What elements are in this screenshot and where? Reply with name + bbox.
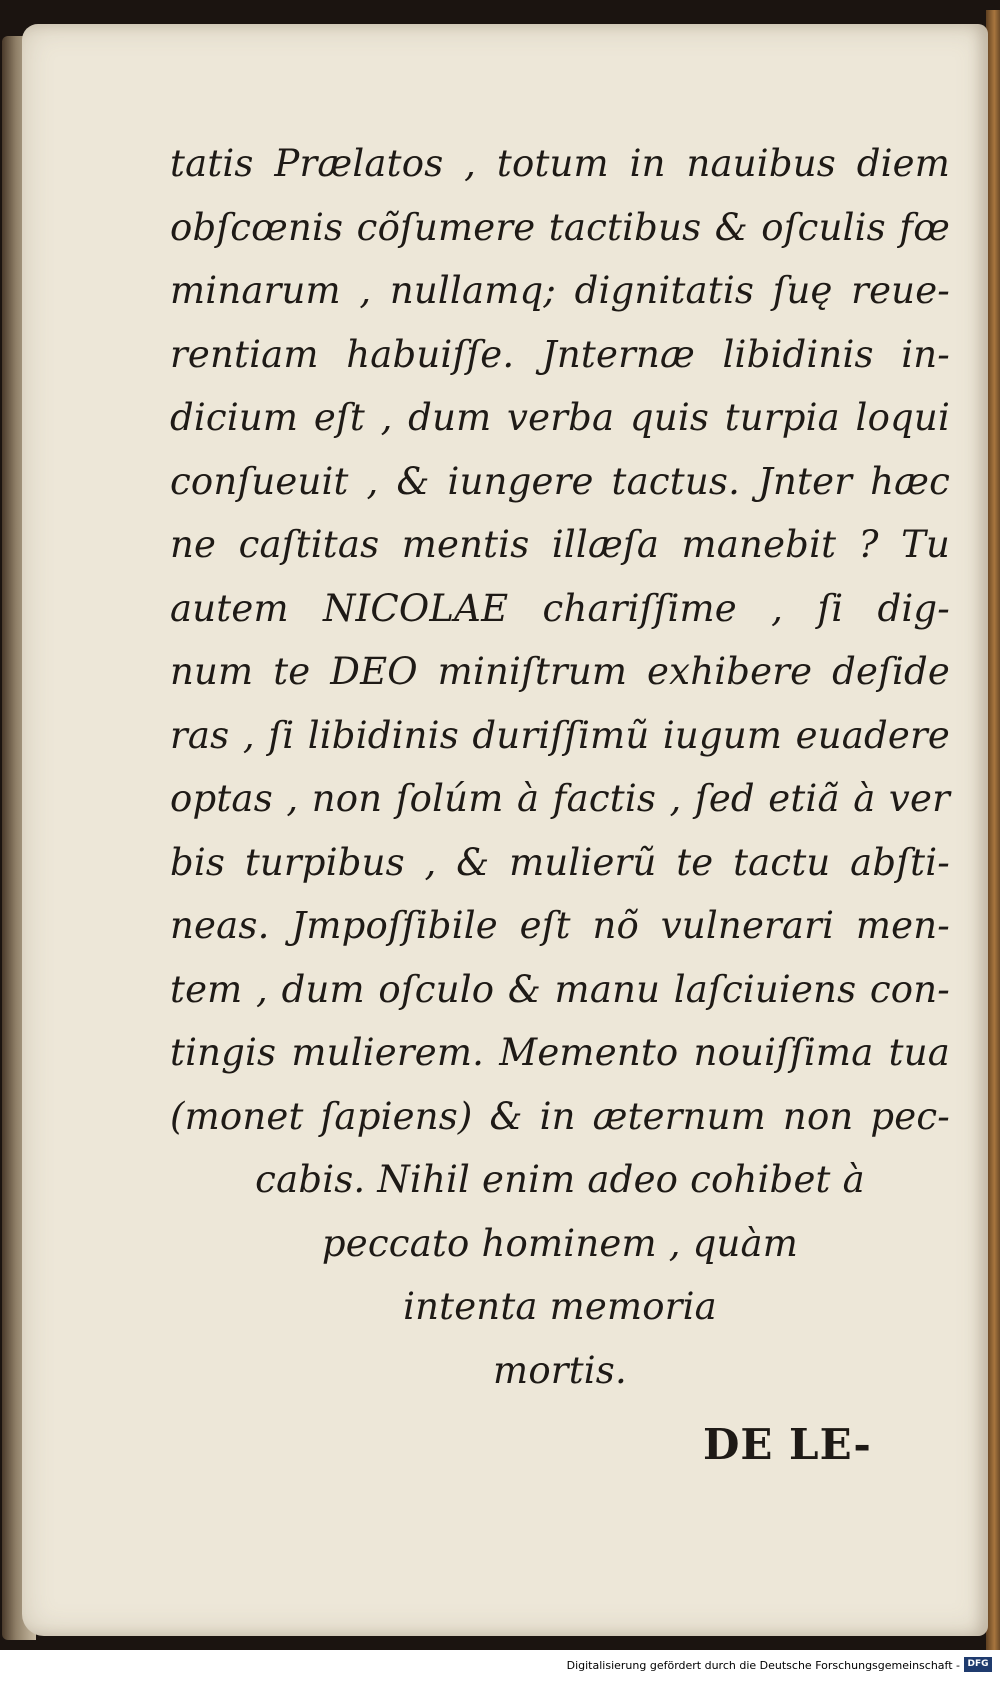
book-edge-right <box>986 10 1000 1650</box>
text-line: (monet ſapiens) & in æternum non pec- <box>170 1094 950 1138</box>
text-line: rentiam habuiſſe. Jnternæ libidinis in- <box>170 332 950 376</box>
text-line: autem NICOLAE chariſſime , ſi dig- <box>170 586 950 630</box>
text-line: ne caſtitas mentis illæſa manebit ? Tu <box>170 523 950 566</box>
catchword: DE LE- <box>703 1420 872 1469</box>
text-line: tingis mulierem. Memento nouiſſima tua <box>170 1031 950 1074</box>
text-line: num te DEO miniſtrum exhibere deſide <box>170 650 950 693</box>
text-line: obſcœnis cõſumere tactibus & oſculis fœ <box>170 205 950 249</box>
tail-line: intenta memoria <box>403 1285 717 1328</box>
text-line: dicium eſt , dum verba quis turpia loqui <box>170 396 950 439</box>
dfg-logo: DFG <box>964 1657 992 1672</box>
text-line: ras , ſi libidinis duriſſimũ iugum euadere <box>170 713 950 757</box>
text-line: optas , non ſolúm à factis , ſed etiã à ver <box>170 777 950 820</box>
text-line: neas. Jmpoſſibile eſt nõ vulnerari men- <box>170 904 950 947</box>
text-line: bis turpibus , & mulierũ te tactu abſti- <box>170 840 950 884</box>
tail-line: mortis. <box>493 1348 627 1392</box>
page-text <box>170 132 950 1402</box>
tail-line: peccato hominem , quàm <box>321 1221 799 1265</box>
tail-line: cabis. Nihil enim adeo cohibet à <box>255 1158 865 1201</box>
text-line: conſueuit , & iungere tactus. Jnter hæc <box>170 459 950 503</box>
footer-credit: Digitalisierung gefördert durch die Deutsche Forschungsgemeinschaft - <box>566 1659 960 1672</box>
text-line: tatis Prælatos , totum in nauibus diem <box>170 142 950 185</box>
tail-piece <box>170 1148 950 1402</box>
footer-bar <box>0 1650 1000 1681</box>
text-line: tem , dum oſculo & manu laſciuiens con- <box>170 967 950 1011</box>
text-line: minarum , nullamq; dignitatis ſuę reue- <box>170 269 950 312</box>
